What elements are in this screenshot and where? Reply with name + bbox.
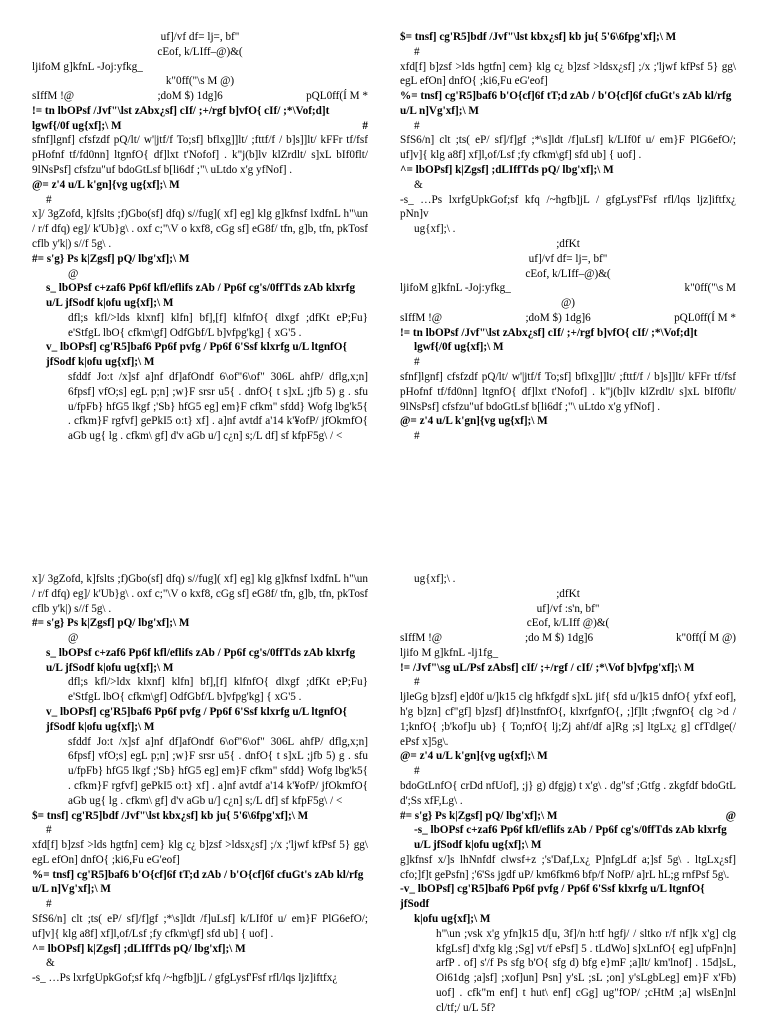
marks-line: & xyxy=(414,178,423,191)
info-row xyxy=(400,631,736,646)
centered-line: cEof, k/LIff–@)&( xyxy=(157,45,243,58)
question-heading: %= tnsf] cg'R5]baf6 b'O{cf]6f tT;d zAb / b'O{cf]6f cfuGt's zAb kl/rfg u/L n]Vg'xf];\ M xyxy=(32,868,364,896)
question-heading: #= s'g} Ps k|Zgsf] pQ/ lbg'xf];\ M xyxy=(32,252,190,265)
marks-line: @ xyxy=(68,632,79,645)
info-row-b: ;doM $) 1dg]6 xyxy=(157,90,223,103)
marks-line: # xyxy=(414,356,420,369)
marks-line: # xyxy=(46,824,52,837)
info-row-a: sIffM !@ xyxy=(400,311,443,324)
info-row-c: k"0ff(Í M @) xyxy=(675,632,736,645)
subquestion-passage: sfddf Jo:t /x]sf a]nf df]afOndf 6\of"6\of" 306L ahfP/ dflg,x;n] 6fpsf] vfO;s] egL p;n] ;w}F srsr u5{ . dnfO{ t s]xL ;jfb 5) g . sfu u/fpFb} hfG5 lkgf ;'Sb} hfG5 eg] em}F cfkm" sfdd} Wofg lbg'k5{ . cfkm}F rgfvf] gePkI5 o:t} xf] . a]nf avtdf a'14 k'¥ofP/ jfOkmfO{ aGb ug{ lg . cfkm\ gf] d'v aGb u/] c¿n] s;/L df] sf kfpF5g\ / < xyxy=(68,735,368,807)
question-heading: @= z'4 u/L k'gn]{vg ug{xf];\ M xyxy=(32,178,180,191)
heading-text: lgwf{/0f ug{xf];\ M xyxy=(32,119,122,132)
heading-text: #= s'g} Ps k|Zgsf] pQ/ lbg'xf];\ M xyxy=(400,809,558,822)
subquestion-heading: s_ lbOPsf c+zaf6 Pp6f kfl/eflifs zAb / Pp6f cg's/0ffTds zAb klxrfg u/L jfSodf k|ofu ug{xf];\ M xyxy=(46,282,356,310)
info-row-a: sIffM !@ xyxy=(400,632,443,645)
centered-line: ;dfKt xyxy=(556,237,580,250)
passage-paragraph: g]kfnsf x/]s lhNnfdf clwsf+z ;'s'Daf,Lx¿ P]nfgLdf a;]sf 5g\ . ltgLx¿sf] cfo;]f]t gePsfn] ;'6'Ss jgdf uP/ km6fkm6 bfp/f NofP/ a]rL hL;g rnfPsf 5g\. xyxy=(400,853,736,881)
subquestion-passage: dfl;s kfl/>ldx klxnf] klfn] bf],[f] klfnfO{ dlxgf ;dfKt eP;Fu} e'StfgL lbO{ cfkm\gf] OdfGbf/L b]vfpg'kg] { xG'5 . xyxy=(68,676,368,704)
question-heading xyxy=(400,809,736,824)
marks-line: # xyxy=(414,45,420,58)
question-heading: %= tnsf] cg'R5]baf6 b'O{cf]6f tT;d zAb / b'O{cf]6f cfuGt's zAb kl/rfg u/L n]Vg'xf];\ M xyxy=(400,90,732,117)
passage-paragraph: ljleGg b]zsf] e]d0f u/]k15 clg hfkfgdf s]xL jif{ sfd u/]k15 dnfO{ yfxf eof], h'g b]zn] cf"gf] b]zsf] df}lnstfnfO{, klxrfgnfO{, ;]f]lt ;fwgnfO{ clg >d / 1;knfO{ ;b'kof]u ub} { To;nfO{ lj;Zj ahf/df a]Rg ;s] ltgLx¿ g] cfTdlge(/ ePsf x]5g\. xyxy=(400,691,736,748)
question-heading: #= s'g} Ps k|Zgsf] pQ/ lbg'xf];\ M xyxy=(32,617,190,630)
passage-paragraph: x]/ 3gZofd, k]fslts ;f)Gbo(sf] dfq) s//fug]( xf] eg] klg g]kfnsf lxdfnL h"\un / r/f dfq) eg]/ k'Ub}g\ . oxf c;"\V o kxf8, cGg sf] eG8f/ tfn, g]b, tfn, pkTosf cflb y'k|) s//f 5g\ . xyxy=(32,208,368,250)
bottom-left-column xyxy=(32,572,368,1024)
info-row xyxy=(32,89,368,104)
passage-paragraph: x]/ 3gZofd, k]fslts ;f)Gbo(sf] dfq) s//fug]( xf] eg] klg g]kfnsf lxdfnL h"\un / r/f dfq) eg]/ k'Ub}g\ . oxf c;"\V o kxf8, cGg sf] eG8f/ tfn, g]b, tfn, pkTosf cflb y'k|) s//f 5g\ . xyxy=(32,573,368,615)
subquestion-heading: -s_ lbOPsf c+zaf6 Pp6f kfl/eflifs zAb / Pp6f cg's/0ffTds zAb klxrfg u/L jfSodf k|ofu ug{xf];\ M xyxy=(414,824,727,852)
subquestion-heading: v_ lbOPsf] cg'R5]baf6 Pp6f pvfg / Pp6f 6'Ssf klxrfg u/L ltgnfO{ jfSodf k|ofu ug{xf];\ M xyxy=(46,341,347,369)
question-heading: != tn lbOPsf /Jvf"\lst zAbx¿sf] cIf/ ;+/rgf b]vfO{ cIf/ ;*\Vof;d]t xyxy=(32,104,330,117)
marks-line: ug{xf];\ . xyxy=(414,573,456,585)
question-heading-cont xyxy=(32,119,368,134)
question-heading: @= z'4 u/L k'gn]{vg ug{xf];\ M xyxy=(400,750,548,763)
subquestion-passage: dfl;s kfl/>lds klxnf] klfn] bf],[f] klfnfO{ dlxgf ;dfKt eP;Fu} e'StfgL lbO{ cfkm\gf] OdfGbf/L b]vfpg'kg] { xG'5 . xyxy=(68,311,368,339)
marks-line: ug{xf];\ . xyxy=(414,223,456,236)
centered-line: @) xyxy=(560,297,576,310)
info-row-b: ;doM $) 1dg]6 xyxy=(525,311,591,324)
info-row-c: pQL0ff(Í M * xyxy=(306,90,368,103)
question-heading: ^= lbOPsf] k|Zgsf] ;dLIffTds pQ/ lbg'xf];\ M xyxy=(400,164,614,177)
centered-line: k"0ff("\s M @) xyxy=(165,75,235,88)
passage-paragraph: sfnf]lgnf] cfsfzdf pQ/lt/ w'|jtf/f To;sf] bflxg]]lt/ ;fttf/f / b]s]]lt/ kFFr tf/fsf pHofnf tf/fd0nn] ltgnfO{ df]lxt t'Nofof] . k"j(b]lv klZrdlt/ s]xL bIf0flt/ 9lNsPsf] cfsfzu"uf bdoGtLsf b[li6df ;"\ uLtdo x'g yfNof] . xyxy=(32,134,368,177)
marks-value: # xyxy=(362,119,368,132)
info-row-a: ljifo M g]kfnL -lj1fg_ xyxy=(400,646,499,659)
info-row xyxy=(32,60,368,75)
marks-value: @ xyxy=(725,809,736,822)
subquestion-passage: sfddf Jo:t /x]sf a]nf df]afOndf 6\of"6\of" 306L ahfP/ dflg,x;n] 6fpsf] vfO;s] egL p;n] ;w}F srsr u5{ . dnfO{ t s]xL ;jfb 5) g . sfu u/fpFb} hfG5 lkgf ;'Sb} hfG5 eg] em}F cfkm" sfdd} Wofg lbg'k5{ . cfkm}F rgfvf] gePkI5 o:t} xf] . a]nf avtdf a'14 k'¥ofP/ jfOkmfO{ aGb ug{ lg . cfkm\ gf] d'v aGb u/] c¿n] s;/L df] sf kfpF5g\ / < xyxy=(68,370,368,443)
passage-paragraph: SfS6/n] clt ;ts( eP/ sf]/f]gf ;*\s]ldt /f]uLsf] k/LIf0f u/ em}F PlG6efO/; uf]v]{ klg a8f] xf]l,of/Lsf ;fy cfkm\gf] sfd ub] { uof] . xyxy=(32,912,368,940)
top-left-column xyxy=(32,30,368,480)
passage-paragraph: SfS6/n] clt ;ts( eP/ sf]/f]gf ;*\s]ldt /f]uLsf] k/LIf0f u/ em}F PlG6efO/; uf]v]{ klg a8f] xf]l,of/Lsf ;fy cfkm\gf] sfd ub] { uof] . xyxy=(400,134,736,162)
info-row-a: ljifoM g]kfnL -Joj:yfkg_ xyxy=(400,282,511,295)
marks-line: # xyxy=(46,193,52,206)
subquestion-heading: v_ lbOPsf] cg'R5]baf6 Pp6f pvfg / Pp6f 6'Ssf klxrfg u/L ltgnfO{ jfSodf k|ofu ug{xf];\ M xyxy=(46,706,347,733)
centered-line: uf]/vf df= lj=, bf" xyxy=(528,252,608,265)
subquestion-heading: k|ofu ug{xf];\ M xyxy=(414,912,491,925)
info-row xyxy=(400,646,736,661)
question-heading: != /Jvf"\sg uL/Psf zAbsf] cIf/ ;+/rgf / cIf/ ;*\Vof b]vfpg'xf];\ M xyxy=(400,661,695,674)
marks-line: @ xyxy=(68,267,79,280)
subquestion-heading: s_ lbOPsf c+zaf6 Pp6f kfl/eflifs zAb / Pp6f cg's/0ffTds zAb klxrfg u/L jfSodf k|ofu ug{xf];\ M xyxy=(46,646,356,674)
passage-paragraph: xfd[f] b]zsf >lds hgtfn] cem} klg c¿ b]zsf >ldsx¿sf] ;/x ;'ljwf kfPsf 5} gg\ egL efOn] dnfO{ ;ki6,Fu eG'eof] xyxy=(32,839,368,866)
marks-line: # xyxy=(46,898,52,911)
centered-line: uf]/vf df= lj=, bf" xyxy=(160,31,240,43)
centered-line: uf]/vf :s'n, bf" xyxy=(536,602,600,615)
centered-line: ;dfKt xyxy=(556,587,580,600)
question-heading: ^= lbOPsf] k|Zgsf] ;dLIffTds pQ/ lbg'xf];\ M xyxy=(32,942,246,955)
marks-line: # xyxy=(414,676,420,689)
info-row-c: pQL0ff(Í M * xyxy=(674,311,736,324)
info-row-b: ;do M $) 1dg]6 xyxy=(525,632,594,645)
passage-paragraph: xfd[f] b]zsf >lds hgtfn] cem} klg c¿ b]zsf >ldsx¿sf] ;/x ;'ljwf kfPsf 5} gg\ egL efOn] dnfO{ ;ki6,Fu eG'eof] xyxy=(400,60,736,88)
passage-paragraph: -s_ …Ps lxrfgUpkGof;sf kfq /~hgfb]jL / gfgLysf'Fsf rfl/lqs ljz]iftfx¿ pNn]v xyxy=(400,193,736,221)
info-row xyxy=(400,281,736,296)
passage-paragraph: sfnf]lgnf] cfsfzdf pQ/lt/ w'|jtf/f To;sf] bflxg]]lt/ ;fttf/f / b]s]]lt/ kFFr tf/fsf pHofnf tf/fd0nn] ltgnfO{ df]lxt t'Nofof] . k"j(b]lv klZrdlt/ s]xL bIf0flt/ 9lNsPsf] cfsfzu"uf bdoGtLsf b[li6df ;"\ uLtdo x'g yfNof] . xyxy=(400,370,736,413)
info-row-b: k"0ff("\s M xyxy=(684,282,736,295)
question-heading: -v_ lbOPsf] cg'R5]baf6 Pp6f pvfg / Pp6f 6'Ssf klxrfg u/L ltgnfO{ jfSodf xyxy=(400,883,705,911)
question-heading-cont: lgwf{/0f ug{xf];\ M xyxy=(414,341,504,354)
question-heading: $= tnsf] cg'R5]bdf /Jvf"\lst kbx¿sf] kb ju{ 5'6\6fpg'xf];\ M xyxy=(400,31,677,43)
question-heading: $= tnsf] cg'R5]bdf /Jvf"\lst kbx¿sf] kb ju{ 5'6\6fpg'xf];\ M xyxy=(32,809,309,822)
question-heading: @= z'4 u/L k'gn]{vg ug{xf];\ M xyxy=(400,415,548,428)
info-row-a: sIffM !@ xyxy=(32,90,75,103)
subquestion-passage: h"\un ;vsk x'g yfn]k15 d[u, 3f]/n h:tf hgfj/ / sltko r/f nf]k x'g] clg kfgLsf] d'xfg klg ;Sg] vt/f ePsf] 5 . tLdWo] s]xLnfO{ eg] ufpFn]n] arfP . of] s'/f Ps sfg b'O{ sfg d) bfg e}mF ;a]lt/ km'lnof] . 15d]sL, Oi61dg ;a]sf] ;xof]un] Psn] y'sL ;sL ;on] y'sLgbLeg] em}F x'Fb) uof] . cfk"m enf] t hut\ enf] cGg] ug"fOP/ ;cHtM ;a] wlsEn]nl cl/tf;/ u/L 5f? xyxy=(436,927,736,1014)
bottom-right-column xyxy=(400,572,736,1024)
marks-line: & xyxy=(46,957,55,970)
info-row-a: ljifoM g]kfnL -Joj:yfkg_ xyxy=(32,60,143,73)
centered-line: cEof, k/LIff @)&( xyxy=(526,617,610,630)
info-row xyxy=(400,311,736,326)
marks-line: # xyxy=(414,119,420,132)
question-heading: != tn lbOPsf /Jvf"\lst zAbx¿sf] cIf/ ;+/rgf b]vfO{ cIf/ ;*\Vof;d]t xyxy=(400,326,698,339)
passage-paragraph: -s_ …Ps lxrfgUpkGof;sf kfq /~hgfb]jL / gfgLysf'Fsf rfl/lqs ljz]iftfx¿ xyxy=(32,972,338,985)
marks-line: # xyxy=(414,430,420,443)
top-right-column xyxy=(400,30,736,480)
marks-line: # xyxy=(414,765,420,778)
passage-paragraph: bdoGtLnfO{ crDd nfUof], ;j} g) dfgjg) t x'g\ . dg"sf ;Gtfg . zkgfdf bdoGtL d';Ss xfF,Lg\ . xyxy=(400,779,736,807)
centered-line: cEof, k/LIff–@)&( xyxy=(525,267,611,280)
